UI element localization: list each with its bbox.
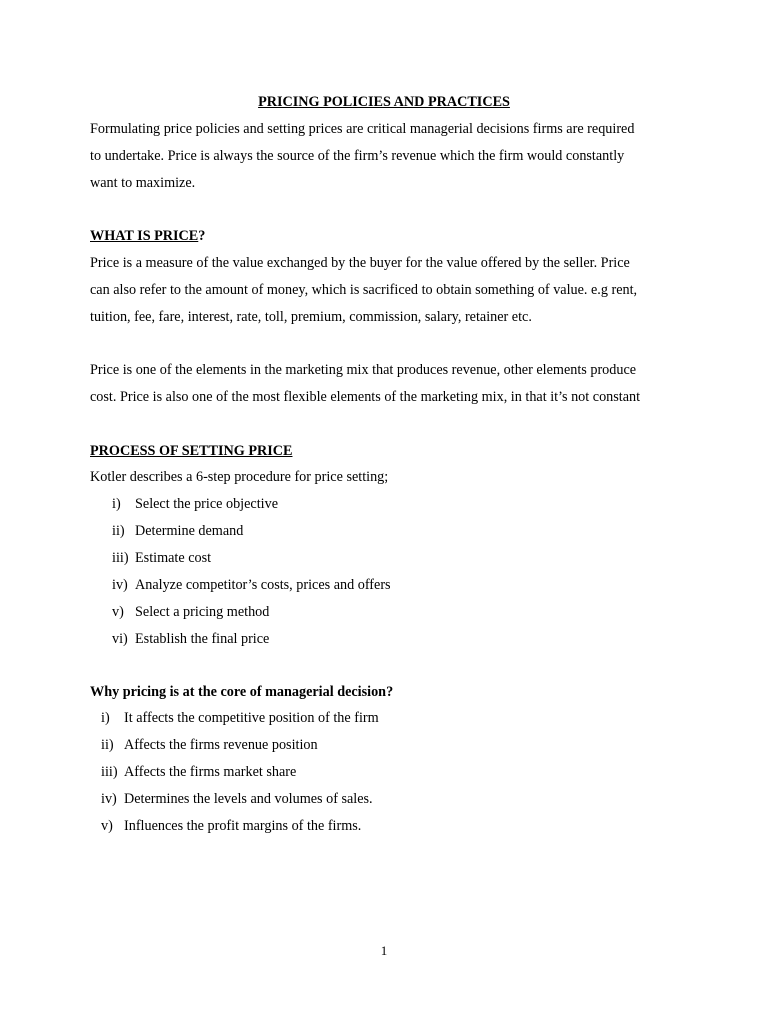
paragraph-line: Price is a measure of the value exchanged by the buyer for the value offered by the seller. Price (90, 255, 630, 271)
item-number: iii) (101, 764, 118, 780)
section-heading-what-is-price: WHAT IS PRICE? (90, 228, 206, 244)
page-number: 1 (380, 943, 388, 958)
list-item: Establish the final price (135, 631, 270, 647)
list-item: Select a pricing method (135, 604, 270, 620)
section-heading-process: PROCESS OF SETTING PRICE (90, 443, 293, 459)
process-intro: Kotler describes a 6-step procedure for price setting; (90, 469, 389, 485)
paragraph-line: can also refer to the amount of money, which is sacrificed to obtain something of value. e.g rent, (90, 282, 638, 298)
step-number: v) (112, 604, 124, 620)
intro-line: want to maximize. (90, 175, 196, 191)
list-item: Analyze competitor’s costs, prices and offers (135, 577, 391, 593)
paragraph-line: tuition, fee, fare, interest, rate, toll, premium, commission, salary, retainer etc. (90, 309, 532, 325)
paragraph-line: cost. Price is also one of the most flexible elements of the marketing mix, in that it’s not constant (90, 389, 641, 405)
step-number: vi) (112, 631, 128, 647)
document-title: PRICING POLICIES AND PRACTICES (258, 94, 510, 110)
list-item: Determines the levels and volumes of sales. (124, 791, 373, 807)
step-number: iii) (112, 550, 129, 566)
list-item: Select the price objective (135, 496, 278, 512)
list-item: Affects the firms revenue position (124, 737, 318, 753)
list-item: It affects the competitive position of the firm (124, 710, 379, 726)
item-number: i) (101, 710, 110, 726)
list-item: Affects the firms market share (124, 764, 297, 780)
intro-line: to undertake. Price is always the source of the firm’s revenue which the firm would constantly (90, 148, 625, 164)
intro-line: Formulating price policies and setting prices are critical managerial decisions firms are required (90, 121, 635, 137)
item-number: iv) (101, 791, 117, 807)
paragraph-line: Price is one of the elements in the marketing mix that produces revenue, other elements produce (90, 362, 637, 378)
list-item: Estimate cost (135, 550, 212, 566)
section-heading-why-pricing: Why pricing is at the core of managerial decision? (90, 684, 394, 700)
item-number: ii) (101, 737, 114, 753)
step-number: iv) (112, 577, 128, 593)
step-number: i) (112, 496, 121, 512)
list-item: Determine demand (135, 523, 244, 539)
item-number: v) (101, 818, 113, 834)
list-item: Influences the profit margins of the firms. (124, 818, 362, 834)
step-number: ii) (112, 523, 125, 539)
